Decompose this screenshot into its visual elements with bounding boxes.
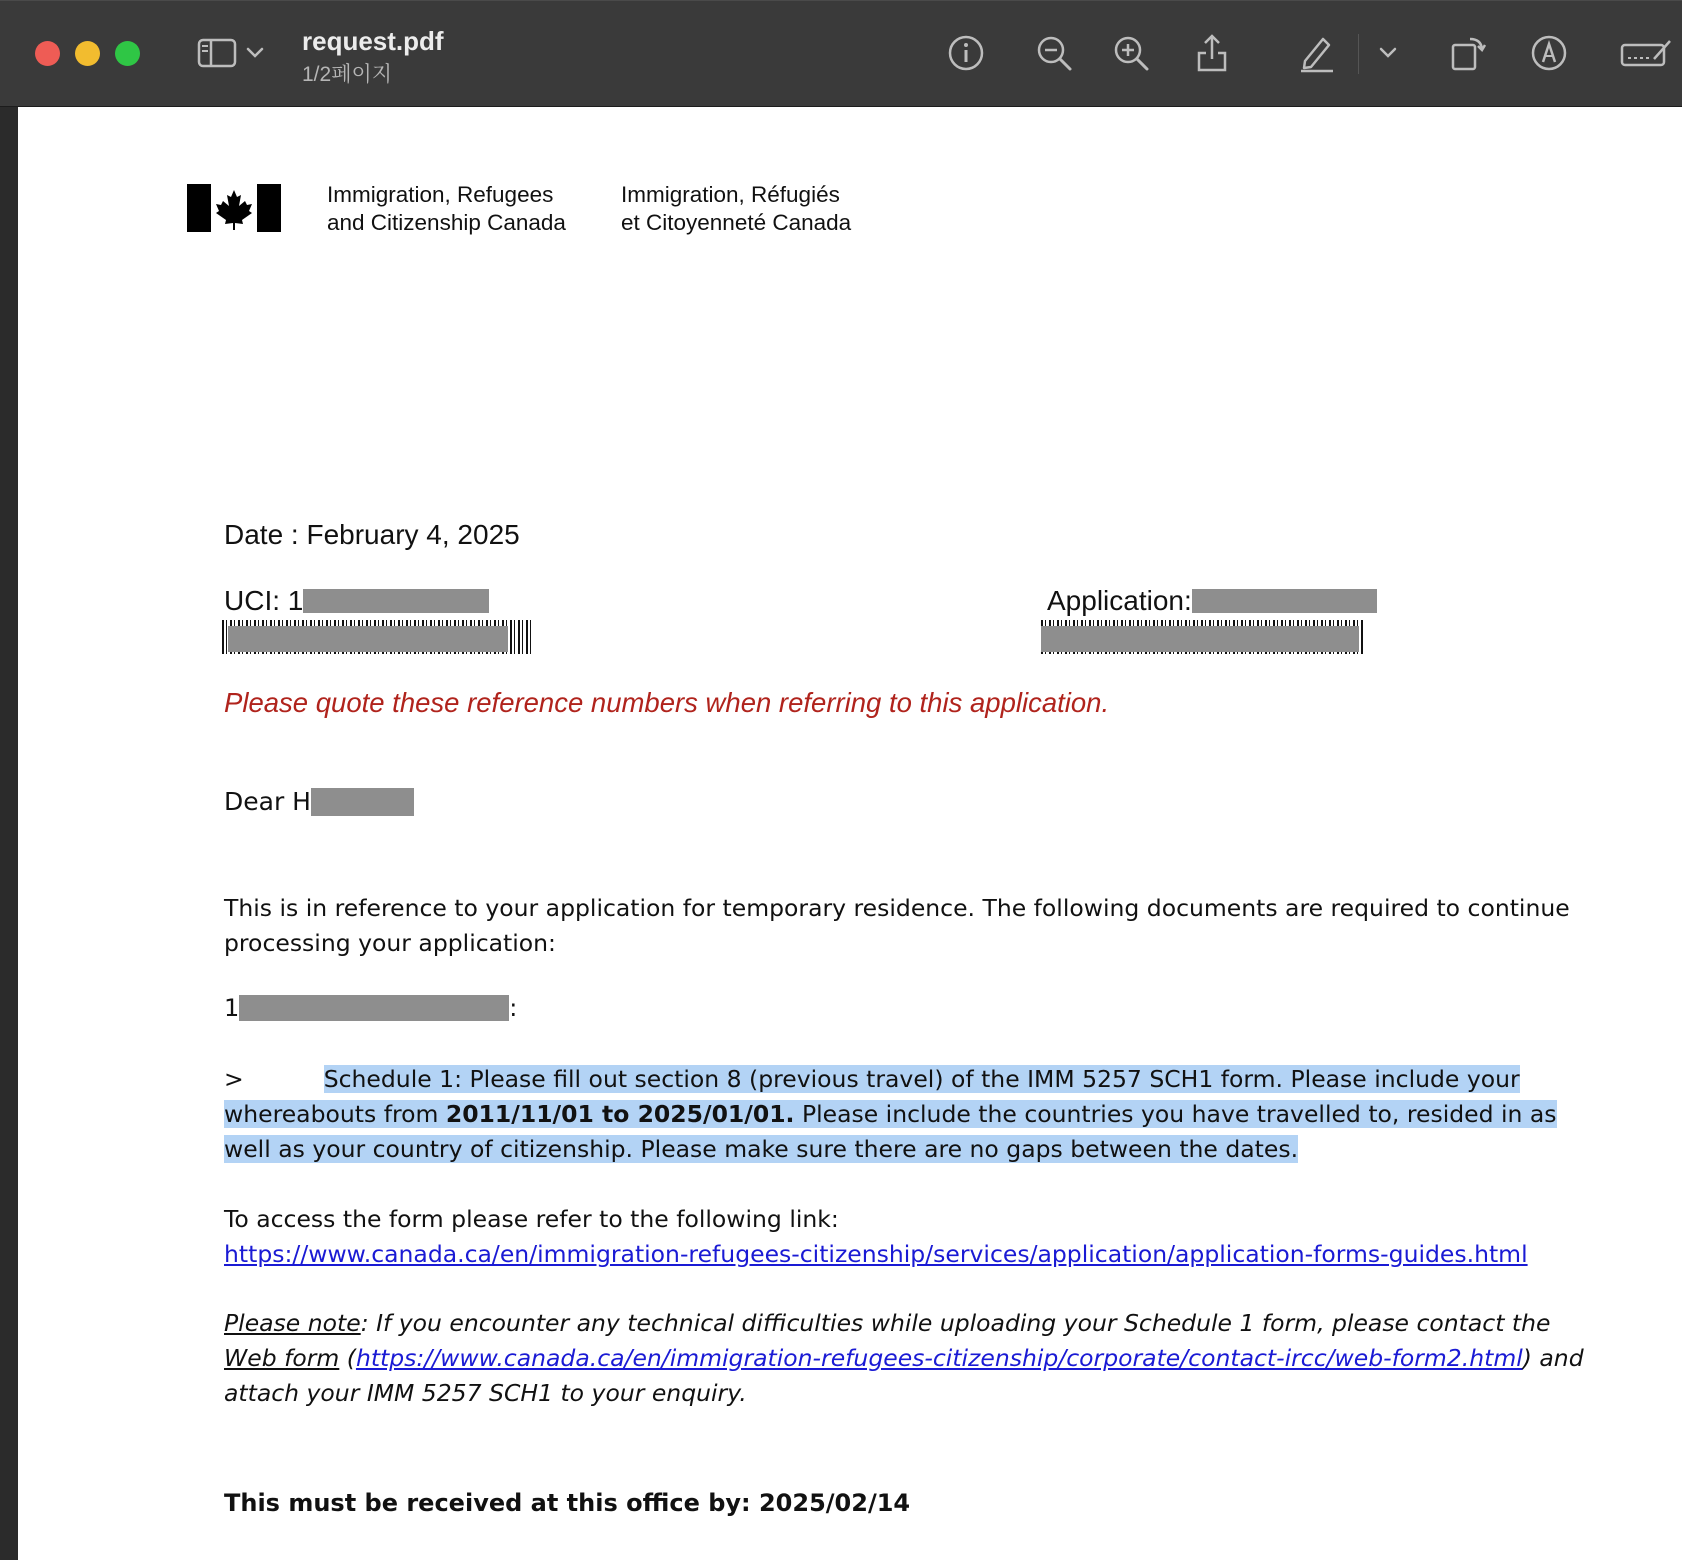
access-text: To access the form please refer to the following link: — [224, 1205, 839, 1233]
access-paragraph — [224, 1202, 1584, 1272]
markup-icon — [1530, 34, 1568, 72]
schedule-text-1: Schedule 1: Please fill out section 8 (previous travel) of the IMM 5257 SCH1 form. Please include your whereabouts from — [224, 1065, 1520, 1128]
web-form-link[interactable]: https://www.canada.ca/en/immigration-refugees-citizenship/corporate/contact-ircc/web-form2.html — [355, 1344, 1523, 1372]
form-fill-button[interactable] — [1618, 30, 1674, 76]
uci-label: UCI: 1 — [224, 585, 304, 616]
rotate-icon — [1448, 33, 1488, 73]
redacted-item-name — [239, 995, 509, 1021]
close-window-button[interactable] — [35, 41, 60, 66]
zoom-out-button[interactable] — [1031, 30, 1077, 76]
item-suffix: : — [509, 994, 518, 1022]
selected-text[interactable] — [224, 1065, 1557, 1163]
note-label: Please note — [224, 1309, 361, 1337]
application-label: Application: — [1047, 585, 1192, 616]
highlight-button[interactable] — [1294, 30, 1340, 76]
document-item-heading — [224, 994, 517, 1022]
chevron-down-icon — [1379, 47, 1397, 59]
zoom-out-icon — [1035, 34, 1073, 72]
pdf-page — [18, 107, 1682, 1560]
info-button[interactable] — [943, 30, 989, 76]
chevron-down-icon — [246, 47, 264, 59]
share-button[interactable] — [1189, 30, 1235, 76]
note-paren-close: ) — [1522, 1344, 1532, 1372]
redacted-uci — [303, 589, 489, 613]
item-prefix: 1 — [224, 994, 240, 1022]
note-text-2: and attach your IMM 5257 SCH1 to your enquiry. — [224, 1344, 1584, 1407]
canada-flag-logo — [187, 184, 281, 232]
reference-notice: Please quote these reference numbers when referring to this application. — [224, 687, 1110, 718]
sidebar-menu-button[interactable] — [240, 30, 270, 76]
sidebar-toggle-button[interactable] — [194, 30, 240, 76]
signature-icon — [1620, 37, 1672, 69]
application-barcode — [1041, 620, 1363, 654]
schedule-paragraph[interactable] — [224, 1062, 1584, 1167]
sidebar-icon — [197, 37, 237, 69]
zoom-in-icon — [1112, 34, 1150, 72]
share-icon — [1195, 33, 1229, 73]
department-en-line1: Immigration, Refugees — [327, 182, 554, 207]
letter-date: Date : February 4, 2025 — [224, 519, 520, 550]
pen-icon — [1297, 33, 1337, 73]
markup-button[interactable] — [1526, 30, 1572, 76]
document-title: request.pdf — [302, 26, 444, 56]
department-name-fr — [621, 181, 851, 237]
zoom-window-button[interactable] — [115, 41, 140, 66]
note-paragraph — [224, 1306, 1584, 1411]
deadline-notice: This must be received at this office by: 2025/02/14 — [224, 1489, 911, 1517]
department-fr-line2: et Citoyenneté Canada — [621, 210, 852, 235]
uci-reference — [224, 585, 489, 617]
note-text-1: : If you encounter any technical difficulties while uploading your Schedule 1 form, please contact the — [360, 1309, 1551, 1337]
redacted-application-number — [1192, 589, 1377, 613]
web-form-label: Web form — [224, 1344, 340, 1372]
minimize-window-button[interactable] — [75, 41, 100, 66]
forms-guides-link[interactable]: https://www.canada.ca/en/immigration-refugees-citizenship/services/application/application-forms-guides.html — [224, 1240, 1528, 1268]
zoom-in-button[interactable] — [1108, 30, 1154, 76]
department-name-en — [327, 181, 566, 237]
intro-paragraph: This is in reference to your application for temporary residence. The following documents are required to continue processing your application: — [224, 894, 1570, 957]
schedule-dates: 2011/11/01 to 2025/01/01. — [445, 1100, 795, 1128]
viewer-toolbar — [0, 0, 1682, 107]
bullet-marker: > — [224, 1065, 244, 1093]
highlight-menu-button[interactable] — [1373, 30, 1403, 76]
toolbar-divider — [1358, 34, 1359, 74]
info-icon — [947, 34, 985, 72]
schedule-text-2: Please include the countries you have travelled to, resided in as well as your country of citizenship. Please make sure there are no gaps between the dates. — [224, 1100, 1557, 1163]
rotate-button[interactable] — [1445, 30, 1491, 76]
uci-barcode — [222, 620, 534, 654]
page-indicator: 1/2페이지 — [302, 63, 393, 86]
redacted-name — [311, 788, 414, 816]
application-reference — [1047, 585, 1377, 617]
greeting-text: Dear H — [224, 787, 311, 816]
note-paren-open: ( — [339, 1344, 356, 1372]
department-en-line2: and Citizenship Canada — [327, 210, 566, 235]
greeting — [224, 787, 414, 816]
department-fr-line1: Immigration, Réfugiés — [621, 182, 840, 207]
